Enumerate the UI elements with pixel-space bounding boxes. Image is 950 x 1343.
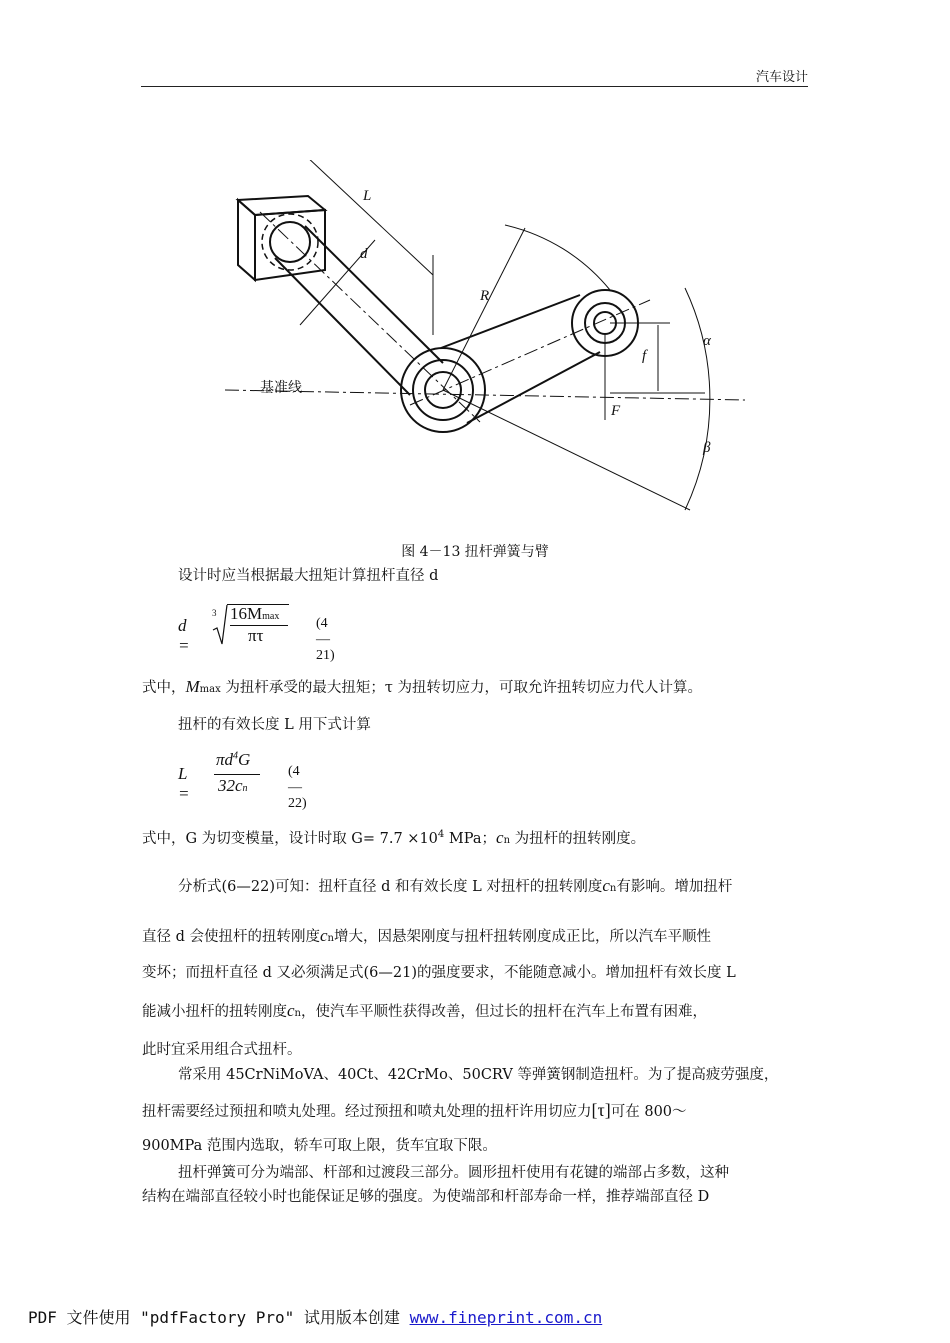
- eq2-denominator: [218, 776, 248, 796]
- p5-l2-b: 增大，因悬架刚度与扭杆扭转刚度成正比，所以汽车平顺性: [334, 929, 711, 945]
- eq2-fraction-line: [214, 774, 260, 775]
- torsion-bar-diagram: [205, 160, 745, 520]
- para-5-line-2: [142, 926, 711, 949]
- eq1-root-index: 3: [212, 608, 217, 618]
- para-6-line-3: 900MPa 范围内选取，轿车可取上限，货车宜取下限。: [142, 1138, 497, 1154]
- bar-edge-lower: [275, 258, 410, 395]
- para-7-line-1: 扭杆弹簧可分为端部、杆部和过渡段三部分。圆形扭杆使用有花键的端部占多数，这种: [178, 1165, 729, 1181]
- p4-post: 为扭杆的扭转刚度。: [510, 830, 646, 847]
- p6-tau-symbol: τ: [597, 1100, 605, 1120]
- figure-caption: 图 4－13 扭杆弹簧与臂: [401, 544, 549, 560]
- p4-symbol-sub: n: [503, 834, 511, 846]
- eq2-den-sub: n: [242, 783, 248, 794]
- para-6-line-1: 常采用 45CrNiMoVA、40Ct、42CrMo、50CRV 等弹簧钢制造扭杆。为了提高疲劳强度，: [178, 1067, 779, 1083]
- label-alpha: α: [703, 333, 711, 349]
- para-5-line-5: 此时宜采用组合式扭杆。: [142, 1042, 302, 1058]
- eq1-num-text: 16M: [230, 604, 263, 623]
- para-2: [142, 677, 702, 700]
- p5-cn-2-sub: n: [327, 933, 334, 944]
- p5-l4-a: 能减小扭杆的扭转刚度: [142, 1004, 287, 1020]
- p6-l2-b: 可在 800～: [610, 1104, 687, 1120]
- p5-l4-b: ，使汽车平顺性获得改善，但过长的扭杆在汽车上布置有困难，: [301, 1004, 707, 1020]
- para-5-line-1: [178, 876, 732, 899]
- eq2-numerator: [216, 750, 250, 770]
- eq1-tag: (4—21): [316, 616, 335, 663]
- p4-sup: 4: [437, 829, 445, 840]
- arm-edge-lower: [467, 352, 600, 423]
- support-block-side: [238, 200, 255, 280]
- p4-pre: 式中，G 为切变模量，设计时取 G= 7.7 ×10: [142, 830, 438, 847]
- para-5-line-4: [142, 1001, 707, 1024]
- eq1-num-sub: max: [262, 611, 280, 622]
- bar-end-inner: [270, 222, 310, 262]
- p5-l1-a: 分析式(6—22)可知：扭杆直径 d 和有效长度 L 对扭杆的扭转刚度: [178, 879, 603, 895]
- beta-ray: [443, 390, 690, 510]
- eq1-denominator: πτ: [248, 626, 264, 645]
- p5-cn-1-sub: n: [609, 883, 617, 894]
- para-1: 设计时应当根据最大扭矩计算扭杆直径 d: [178, 568, 439, 584]
- p2-text: 为扭杆承受的最大扭矩；τ 为扭转切应力，可取允许扭转切应力代人计算。: [220, 680, 703, 696]
- p5-l2-a: 直径 d 会使扭杆的扭转刚度: [142, 929, 320, 945]
- radical-sign: [212, 604, 228, 646]
- header-rule: [141, 86, 808, 87]
- para-3: 扭杆的有效长度 L 用下式计算: [178, 717, 371, 733]
- p5-cn-3: c: [287, 1001, 295, 1020]
- label-f: f: [642, 348, 647, 364]
- label-R: R: [480, 288, 490, 304]
- eq1-lhs: d =: [178, 616, 190, 655]
- p5-cn-3-sub: n: [294, 1008, 301, 1019]
- label-baseline: 基准线: [260, 380, 302, 396]
- label-beta: β: [703, 440, 711, 456]
- running-header: 汽车设计: [755, 70, 808, 85]
- p6-tau: [τ]: [591, 1100, 611, 1120]
- eq1-numerator: [230, 604, 279, 624]
- torsion-bar-figure: [205, 160, 745, 524]
- label-F: F: [611, 403, 621, 419]
- eq2-tag: (4—22): [288, 764, 307, 811]
- p4-symbol: c: [496, 827, 504, 847]
- footer-link[interactable]: www.fineprint.com.cn: [409, 1308, 603, 1327]
- eq2-num-tail: G: [238, 750, 251, 769]
- p4-mid: MPa；: [444, 830, 497, 847]
- label-d: d: [360, 246, 368, 262]
- p6-l2-a: 扭杆需要经过预扭和喷丸处理。经过预扭和喷丸处理的扭杆许用切应力: [142, 1104, 592, 1120]
- p2-symbol-sub: max: [199, 684, 221, 695]
- pdf-footer: [28, 1305, 602, 1328]
- p5-l1-b: 有影响。增加扭杆: [616, 879, 733, 895]
- eq2-den-text: 32c: [218, 776, 243, 795]
- bar-edge-upper: [305, 226, 443, 363]
- para-4: [142, 825, 645, 851]
- p2-pre: 式中，: [142, 680, 186, 696]
- para-6-line-2: [142, 1100, 687, 1122]
- eq2-num-sup: 4: [233, 750, 239, 762]
- p5-cn-1: c: [602, 876, 610, 895]
- footer-text: PDF 文件使用 "pdfFactory Pro" 试用版本创建: [28, 1308, 410, 1327]
- eq2-lhs: L =: [178, 764, 190, 803]
- label-L: L: [363, 188, 372, 204]
- para-5-line-3: 变坏；而扭杆直径 d 又必须满足式(6—21)的强度要求，不能随意减小。增加扭杆有效长度 L: [142, 965, 736, 981]
- radius-R-arc: [505, 225, 610, 290]
- eq2-num-text: πd: [216, 750, 234, 769]
- p2-symbol: M: [185, 677, 200, 696]
- para-7-line-2: 结构在端部直径较小时也能保证足够的强度。为使端部和杆部寿命一样，推荐端部直径 D: [142, 1189, 710, 1205]
- p5-cn-2: c: [320, 926, 328, 945]
- radius-R-line: [443, 228, 525, 390]
